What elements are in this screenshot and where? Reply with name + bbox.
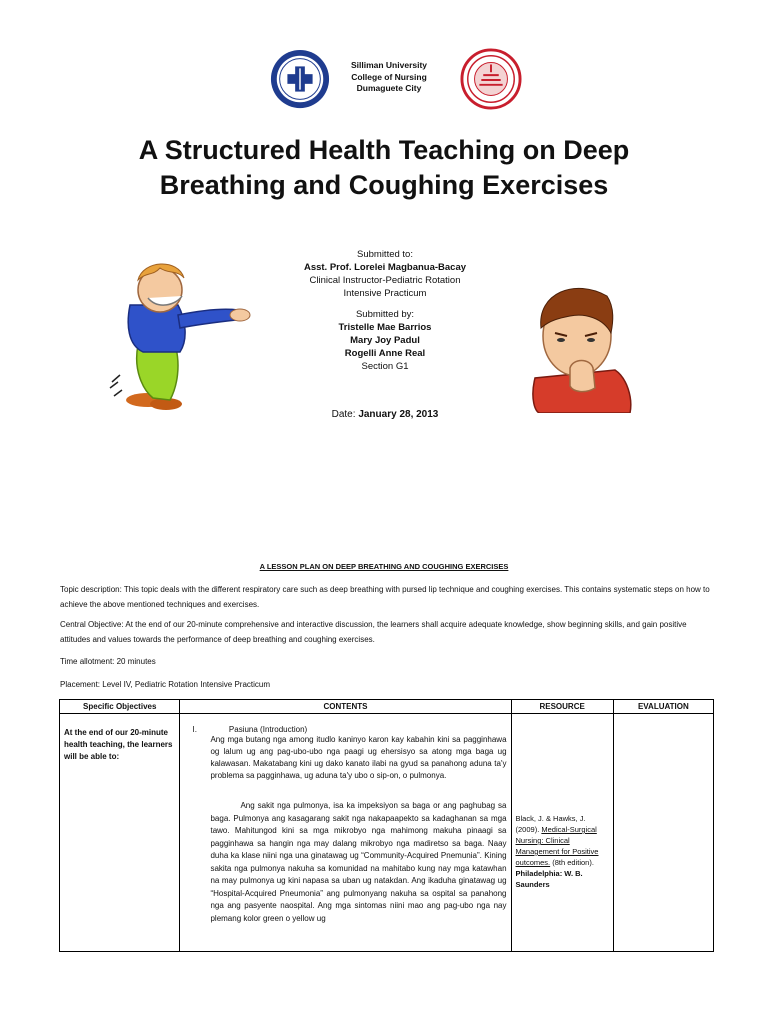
instructor-name: Asst. Prof. Lorelei Magbanua-Bacay bbox=[303, 262, 467, 273]
contents-cell bbox=[180, 714, 511, 952]
lesson-plan-table bbox=[59, 699, 714, 952]
title-line-2: Breathing and Coughing Exercises bbox=[159, 170, 609, 201]
header-evaluation: EVALUATION bbox=[613, 700, 713, 714]
resource-edition: (8th edition). bbox=[552, 858, 594, 867]
lesson-plan-heading: A LESSON PLAN ON DEEP BREATHING AND COUGHING EXERCISES bbox=[259, 562, 509, 571]
objective-cell bbox=[60, 714, 180, 952]
content-paragraph-2: Ang sakit nga pulmonya, isa ka impeksiyon sa baga or ang paghubag sa baga. Pulmonya ang kasagarang sakit nga nakapaapekto sa kadaghanan sa mga tawo. Mahitungod kini sa mga mikrobyo nga mahimong makuha pinaagi sa pagginhawa sa hangin nga may dalang mikrobyo nga madiretso sa baga. Naay duha ka klase niini nga una ginatawag ug “Community-Acquired Pnemunia”. Kining sakita nga pulmonya nakuha sa komunidad na mahitabo kung nay mga katawhan na may pulmonya ug kini napasa sa uban ug natakdan. Ang ikaduha ginatawag ug “Hospital-Acquired Pneumonia” ang pulmonyang nakuha sa ospital sa panahong nga ang pasyente naospital. Ang mga sintomas niini mao ang pag-ubo nga nay plemang kolor green o yellow ug bbox=[210, 801, 507, 923]
time-allotment: Time allotment: 20 minutes bbox=[60, 657, 156, 666]
header-resource: RESOURCE bbox=[511, 700, 613, 714]
header-specific-objectives: Specific Objectives bbox=[60, 700, 180, 714]
objective-text: At the end of our 20-minute health teaching, the learners will be able to: bbox=[64, 728, 173, 761]
document-title bbox=[60, 133, 708, 203]
author-name-1: Tristelle Mae Barrios bbox=[338, 322, 432, 333]
submitted-by-label: Submitted by: bbox=[355, 309, 415, 320]
submitted-by-block bbox=[250, 308, 520, 373]
title-line-1: A Structured Health Teaching on Deep bbox=[138, 135, 630, 165]
section-title: Pasiuna (Introduction) bbox=[228, 725, 308, 734]
placement: Placement: Level IV, Pediatric Rotation Intensive Practicum bbox=[60, 680, 271, 689]
date-label: Date: bbox=[331, 409, 356, 420]
silliman-university-seal bbox=[460, 48, 522, 110]
topic-description: Topic description: This topic deals with the different respiratory care such as deep breathing with pursed lip technique and coughing exercises. This contains systematic steps on how to achieve the above mentioned techniques and exercises. bbox=[60, 585, 710, 609]
section-heading bbox=[192, 725, 506, 734]
university-header bbox=[334, 60, 444, 95]
submission-date bbox=[250, 409, 520, 420]
college-name: College of Nursing bbox=[351, 71, 427, 82]
resource-authors: Black, J. & Hawks, J. (2009). bbox=[515, 814, 586, 834]
college-of-nursing-seal bbox=[269, 48, 331, 110]
resource-publisher: Philadelphia: W. B. Saunders bbox=[515, 869, 583, 889]
author-name-2: Mary Joy Padul bbox=[350, 335, 420, 346]
date-value: January 28, 2013 bbox=[358, 409, 439, 420]
instructor-role: Clinical Instructor-Pediatric Rotation bbox=[309, 275, 461, 286]
practicum-label: Intensive Practicum bbox=[343, 288, 427, 299]
header-contents: CONTENTS bbox=[180, 700, 511, 714]
resource-cell bbox=[511, 714, 613, 952]
resource-title: Medical-Surgical Nursing: Clinical Management for Positive outcomes. bbox=[515, 825, 599, 867]
submitted-to-block bbox=[250, 248, 520, 300]
resource-citation bbox=[516, 813, 609, 890]
university-name: Silliman University bbox=[350, 60, 428, 70]
table-row bbox=[60, 714, 714, 952]
author-name-3: Rogelli Anne Real bbox=[344, 348, 426, 359]
submitted-to-label: Submitted to: bbox=[357, 249, 413, 260]
content-paragraph-1: Ang mga butang nga among itudlo kaninyo karon kay kabahin kini sa pagginhawa og lalum ug ang pag-ubo-ubo nga paagi ug ehersisyo sa atong mga baga ug kalawasan. Makatabang kini ug dako kanato ilabi na gyud sa panahong aduna ta'y problema sa pagginhawa, ug aduna ta'y ubo o sip-on, o pulmonya. bbox=[210, 735, 507, 780]
city-name: Dumaguete City bbox=[356, 83, 422, 93]
sneezing-child-illustration bbox=[108, 250, 253, 410]
table-header-row bbox=[60, 700, 714, 714]
central-objective: Central Objective: At the end of our 20-minute comprehensive and interactive discussion, the learners shall acquire adequate knowledge, show beginning skills, and gain positive attitudes and values towards the performance of deep breathing and coughing exercises. bbox=[60, 620, 687, 644]
coughing-boy-illustration bbox=[515, 278, 645, 413]
section-label: Section G1 bbox=[361, 361, 409, 372]
evaluation-cell bbox=[613, 714, 713, 952]
section-number: I. bbox=[192, 725, 197, 734]
